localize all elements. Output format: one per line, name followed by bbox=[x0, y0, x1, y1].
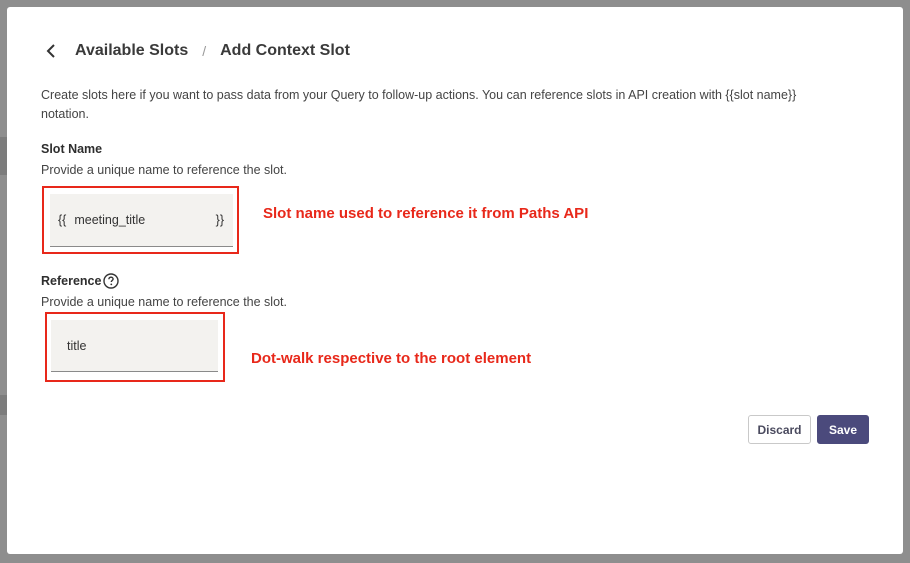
breadcrumb bbox=[41, 41, 350, 61]
page-description: Create slots here if you want to pass data from your Query to follow-up actions. You can reference slots in API creation with {{slot name}} notation. bbox=[41, 88, 797, 121]
question-circle-icon[interactable] bbox=[103, 273, 119, 289]
reference-field[interactable] bbox=[51, 320, 218, 372]
slot-name-input[interactable]: meeting_title bbox=[74, 213, 146, 227]
slot-name-field[interactable] bbox=[50, 194, 233, 247]
chevron-left-icon[interactable] bbox=[41, 41, 61, 61]
slot-name-label: Slot Name bbox=[41, 142, 103, 156]
slot-name-annotation: Slot name used to reference it from Paths API bbox=[263, 205, 589, 222]
discard-button[interactable]: Discard bbox=[748, 415, 811, 444]
breadcrumb-separator: / bbox=[202, 43, 207, 59]
slot-name-suffix: }} bbox=[215, 213, 224, 227]
breadcrumb-available-slots-link[interactable]: Available Slots bbox=[75, 42, 189, 59]
slot-name-hint: Provide a unique name to reference the slot. bbox=[41, 163, 287, 177]
slot-name-prefix: {{ bbox=[58, 213, 67, 227]
reference-annotation: Dot-walk respective to the root element bbox=[251, 350, 532, 367]
reference-hint: Provide a unique name to reference the slot. bbox=[41, 295, 287, 309]
add-context-slot-modal bbox=[7, 7, 903, 554]
reference-label: Reference bbox=[41, 274, 102, 288]
reference-input[interactable]: title bbox=[67, 338, 87, 353]
reference-label-row bbox=[41, 273, 119, 289]
save-button[interactable]: Save bbox=[817, 415, 869, 444]
page-title: Add Context Slot bbox=[220, 42, 350, 59]
